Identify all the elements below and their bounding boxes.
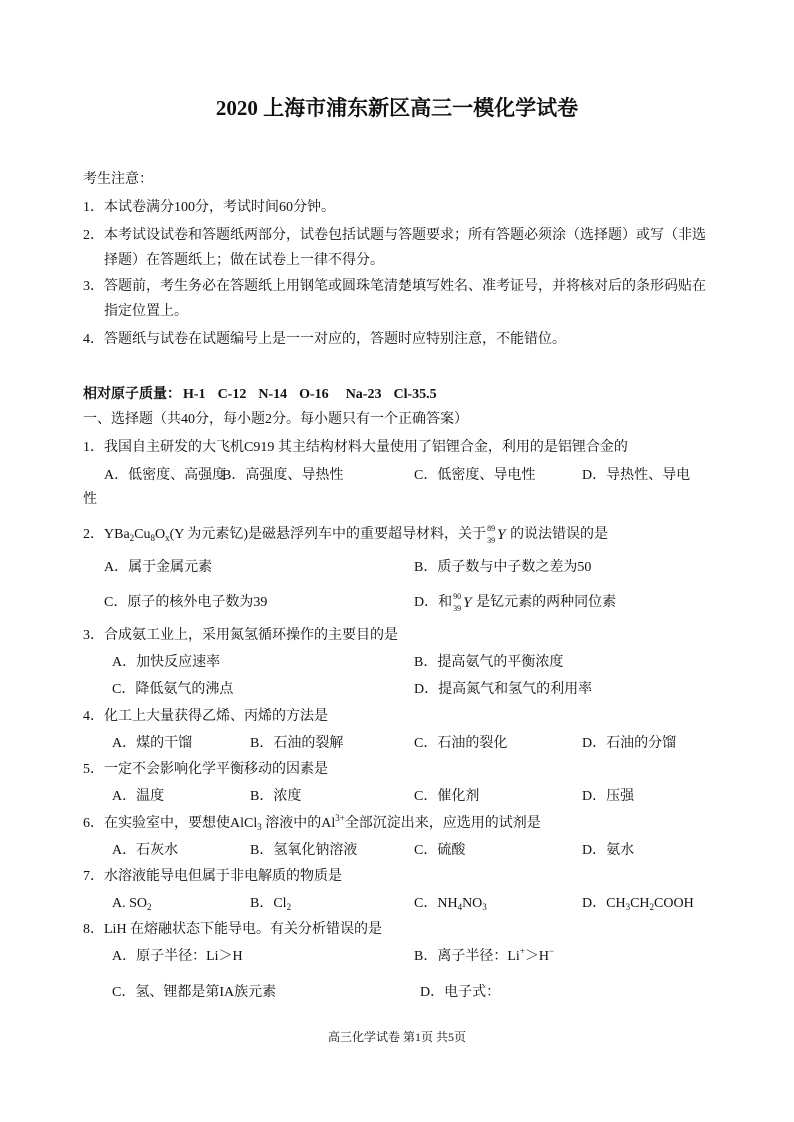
question-1-option-b: B．高强度、导热性 [222, 468, 344, 483]
atomic-mass-value: Na-23 [345, 387, 382, 402]
question-number: 3． [83, 628, 104, 643]
question-8-option-d: D．电子式： [420, 985, 501, 1000]
question-7-option-b [250, 894, 291, 914]
question-7-stem [83, 867, 342, 887]
nuclide-mass-number: 89 [487, 524, 496, 533]
option-text: ＞H [524, 949, 549, 964]
nuclide-y-90 [453, 593, 475, 613]
question-text: 溶液中的Al [261, 816, 336, 831]
question-2-stem [83, 525, 608, 545]
question-number: 8． [83, 922, 104, 937]
formula-text: D．CH [582, 896, 626, 911]
page-footer: 高三化学试卷 第1页 共5页 [327, 1030, 466, 1044]
question-text: 水溶液能导电但属于非电解质的物质是 [104, 869, 342, 884]
notice-text: 答题前，考生务必在答题纸上用钢笔或圆珠笔清楚填写姓名、准考证号，并将核对后的条形码贴在 [104, 279, 706, 294]
option-text: D．和 [414, 595, 453, 610]
question-text: (Y 为元素钇)是磁悬浮列车中的重要超导材料，关于 [169, 527, 487, 542]
question-4-option-d: D．石油的分馏 [582, 736, 677, 751]
question-number: 6． [83, 816, 104, 831]
section-heading: 一、选择题（共40分，每小题2分。每小题只有一个正确答案） [83, 412, 468, 427]
formula-text: YBa [104, 527, 130, 542]
formula-subscript: 2 [129, 533, 135, 543]
nuclide-symbol: Y [497, 527, 506, 543]
notice-text: 答题纸与试卷在试题编号上是一一对应的，答题时应特别注意，不能错位。 [104, 332, 566, 347]
ion-charge-superscript: 3+ [335, 813, 345, 823]
page-title: 2020 上海市浦东新区高三一模化学试卷 [215, 96, 579, 120]
question-text: 的说法错误的是 [510, 527, 609, 542]
formula-text: O [155, 527, 166, 542]
question-4-option-c: C．石油的裂化 [414, 736, 508, 751]
formula-subscript: x [165, 533, 170, 543]
atomic-mass-line [83, 385, 437, 405]
formula-text: COOH [654, 896, 694, 911]
question-number: 5． [83, 762, 104, 777]
question-3-option-b: B．提高氨气的平衡浓度 [414, 655, 564, 670]
question-7-option-c [414, 894, 487, 914]
nuclide-atomic-number: 39 [487, 536, 496, 545]
question-7-option-d [582, 894, 694, 914]
ion-charge-superscript: − [548, 946, 555, 956]
question-text: LiH 在熔融状态下能导电。有关分析错误的是 [104, 922, 383, 937]
question-text: 一定不会影响化学平衡移动的因素是 [104, 762, 328, 777]
notice-number: 3． [83, 279, 104, 294]
formula-subscript: 2 [649, 902, 655, 912]
notice-item-2 [83, 226, 706, 246]
formula-text: C．NH [414, 896, 458, 911]
question-7-option-a [112, 894, 152, 914]
question-2-option-a: A．属于金属元素 [104, 560, 213, 575]
atomic-mass-value: H-1 [183, 387, 206, 402]
question-1-stem [83, 438, 628, 458]
notice-number: 4． [83, 332, 104, 347]
nuclide-mass-number: 90 [453, 592, 462, 601]
question-number: 7． [83, 869, 104, 884]
formula-subscript: 2 [286, 902, 292, 912]
question-4-stem [83, 707, 328, 727]
atomic-mass-value: O-16 [299, 387, 329, 402]
notice-text: 本考试设试卷和答题纸两部分，试卷包括试题与答题要求；所有答题必须涂（选择题）或写（非选 [104, 228, 706, 243]
formula-text: CH [630, 896, 650, 911]
question-4-option-b: B．石油的裂解 [250, 736, 344, 751]
atomic-mass-value: C-12 [217, 387, 247, 402]
ion-charge-superscript: + [519, 946, 525, 956]
question-4-option-a: A．煤的干馏 [112, 736, 193, 751]
question-3-option-d: D．提高氮气和氢气的利用率 [414, 682, 593, 697]
question-6-option-c: C．硫酸 [414, 843, 466, 858]
atomic-mass-value: N-14 [258, 387, 288, 402]
question-6-option-a: A．石灰水 [112, 843, 179, 858]
notice-item-1 [83, 198, 335, 218]
formula-subscript: 3 [482, 902, 487, 912]
option-text: 是钇元素的两种同位素 [476, 595, 617, 610]
option-text: B．离子半径：Li [414, 949, 520, 964]
question-2-option-b: B．质子数与中子数之差为50 [414, 560, 592, 575]
question-5-option-a: A．温度 [112, 789, 165, 804]
question-2-option-c: C．原子的核外电子数为39 [104, 595, 268, 610]
formula-text: B．Cl [250, 896, 287, 911]
question-8-option-c: C．氢、锂都是第IA族元素 [112, 985, 277, 1000]
question-text: 在实验室中，要想使AlCl [104, 816, 258, 831]
nuclide-y-89 [487, 525, 509, 545]
nuclide-atomic-number: 39 [453, 604, 462, 613]
atomic-mass-value: Cl-35.5 [393, 387, 437, 402]
question-text: 全部沉淀出来，应选用的试剂是 [344, 816, 541, 831]
question-5-option-c: C．催化剂 [414, 789, 480, 804]
formula-text: Cu [134, 527, 151, 542]
question-6-stem [83, 814, 541, 834]
question-5-option-b: B．浓度 [250, 789, 302, 804]
question-1-option-d-wrap: 性 [83, 492, 97, 507]
formula-text: NO [462, 896, 483, 911]
question-number: 4． [83, 709, 104, 724]
question-1-option-a: A．低密度、高强度 [104, 468, 227, 483]
formula-subscript: 8 [150, 533, 156, 543]
formula-subscript: 2 [147, 902, 152, 912]
formula-subscript: 4 [457, 902, 463, 912]
notice-item-3-continued: 指定位置上。 [104, 304, 188, 319]
question-3-option-a: A．加快反应速率 [112, 655, 221, 670]
atomic-mass-label: 相对原子质量： [83, 387, 181, 402]
question-number: 2． [83, 527, 104, 542]
formula-subscript: 3 [257, 822, 262, 832]
formula-subscript: 3 [625, 902, 631, 912]
question-text: 我国自主研发的大飞机C919 其主结构材料大量使用了铝锂合金，利用的是铝锂合金的 [104, 440, 628, 455]
notice-item-3 [83, 277, 706, 297]
notice-item-2-continued: 择题）在答题纸上；做在试卷上一律不得分。 [104, 253, 384, 268]
question-text: 化工上大量获得乙烯、丙烯的方法是 [104, 709, 328, 724]
question-8-option-b [414, 947, 554, 967]
notice-heading: 考生注意： [83, 172, 153, 187]
question-3-option-c: C．降低氨气的沸点 [112, 682, 234, 697]
notice-item-4 [83, 330, 566, 350]
formula-text: A. SO [112, 896, 148, 911]
notice-text: 本试卷满分100分，考试时间60分钟。 [104, 200, 335, 215]
question-6-option-d: D．氨水 [582, 843, 635, 858]
question-5-option-d: D．压强 [582, 789, 635, 804]
question-6-option-b: B．氢氧化钠溶液 [250, 843, 358, 858]
nuclide-symbol: Y [463, 595, 472, 611]
question-8-option-a: A．原子半径：Li＞H [112, 949, 243, 964]
notice-number: 2． [83, 228, 104, 243]
question-text: 合成氨工业上，采用氮氢循环操作的主要目的是 [104, 628, 398, 643]
question-8-stem [83, 920, 382, 940]
question-number: 1． [83, 440, 104, 455]
question-3-stem [83, 626, 398, 646]
notice-number: 1． [83, 200, 104, 215]
question-1-option-d: D．导热性、导电 [582, 468, 691, 483]
question-2-option-d [414, 593, 616, 613]
question-5-stem [83, 760, 328, 780]
question-1-option-c: C．低密度、导电性 [414, 468, 536, 483]
